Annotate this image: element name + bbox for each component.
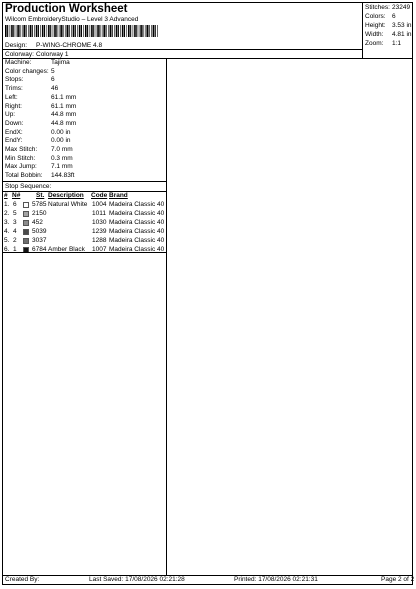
stop-brand: Madeira Classic 40 [109,246,165,253]
stop-stitches: 452 [32,219,43,226]
stop-brand: Madeira Classic 40 [109,210,165,217]
machine-row-value: Tajima [51,59,70,66]
machine-row-value: 0.00 in [51,137,71,145]
stop-stitches: 5039 [32,228,47,235]
stop-stitches: 6784 [32,246,47,253]
machine-row-label: Right: [5,102,22,110]
machine-row-label: Max Stitch: [5,146,38,153]
machine-row-label: Machine: [5,59,32,66]
stop-code: 1288 [92,237,107,244]
machine-row-value: 44.8 mm [51,111,77,119]
machine-row-value: 6 [51,76,55,84]
last-saved: Last Saved: 17/08/2026 02:21:28 [89,576,185,583]
stop-stitches: 5785 [32,201,47,208]
stop-brand: Madeira Classic 40 [109,201,165,208]
stop-row [0,201,166,210]
stop-num: 1. [4,201,10,208]
machine-row-label: Stops: [5,76,24,84]
machine-row-value: 7.1 mm [51,163,73,171]
width-value: 4.81 in [392,31,412,38]
printed-date: Printed: 17/08/2026 02:21:31 [234,576,318,583]
stop-code: 1004 [92,201,107,208]
stop-needle: 6 [13,201,17,208]
stop-sequence-end-divider [2,252,166,253]
stop-description: Amber Black [48,246,85,253]
stop-row [0,210,166,219]
stop-row [0,237,166,246]
color-swatch [23,229,29,235]
machine-row-value: 0.00 in [51,128,71,136]
zoom-value: 1:1 [392,40,402,47]
stop-stitches: 3037 [32,237,47,244]
machine-row-label: EndX: [5,128,23,136]
stats-panel [362,0,412,58]
color-swatch [23,220,29,226]
color-swatch [23,238,29,244]
stop-row [0,219,166,228]
colors-value: 6 [392,13,396,20]
design-value: P-WING-CHROME 4.8 [36,42,103,49]
machine-row-label: Left: [5,93,18,101]
machine-row-value: 144.83ft [51,172,75,180]
barcode [5,25,158,37]
col-header-code: Code [91,192,108,199]
col-header-brand: Brand [109,192,128,199]
stop-num: 5. [4,237,10,244]
machine-row-label: Total Bobbin: [5,172,43,180]
stop-brand: Madeira Classic 40 [109,237,165,244]
stop-code: 1007 [92,246,107,253]
machine-row-label: EndY: [5,137,23,145]
stop-code: 1011 [92,210,106,217]
col-header-description: Description [48,192,84,199]
machine-row-label: Min Stitch: [5,154,36,162]
col-header-n: N# [12,192,21,199]
height-value: 3.53 in [392,22,412,29]
colorway-value: Colorway 1 [36,51,69,58]
stitches-value: 23249 [392,4,411,11]
colorway-label: Colorway: [5,51,34,58]
color-swatch [23,211,29,217]
stop-brand: Madeira Classic 40 [109,228,165,235]
width-label: Width: [365,31,384,38]
machine-row-value: 46 [51,85,59,93]
stop-brand: Madeira Classic 40 [109,219,165,226]
left-column-divider [166,58,167,575]
page-title: Production Worksheet [5,3,128,15]
design-label: Design: [5,42,28,49]
colors-label: Colors: [365,13,386,20]
software-subtitle: Wilcom EmbroideryStudio – Level 3 Advanced [5,16,139,23]
col-header-st: St. [36,192,45,199]
machine-row-value: 0.3 mm [51,154,73,162]
stop-num: 4. [4,228,10,235]
stop-row [0,228,166,237]
machine-row-value: 44.8 mm [51,119,77,127]
machine-row-label: Color changes: [5,67,49,75]
stop-sequence-table [0,192,166,252]
header-divider-1 [2,49,362,50]
stop-needle: 4 [13,228,17,235]
stop-code: 1239 [92,228,107,235]
machine-row-label: Trims: [5,85,23,93]
stop-num: 3. [4,219,10,226]
color-swatch [23,202,29,208]
stop-num: 2. [4,210,10,217]
footer-divider [2,575,413,576]
machine-row-label: Max Jump: [5,163,37,171]
stop-sequence-title: Stop Sequence: [5,183,52,190]
machine-row-label: Down: [5,119,24,127]
stop-row [0,246,166,255]
stop-code: 1030 [92,219,107,226]
stop-needle: 2 [13,237,17,244]
stop-description: Natural White [48,201,88,208]
page-number: Page 2 of 2 [381,576,415,583]
stop-num: 6. [4,246,10,253]
col-header-num: # [4,192,8,199]
stitches-label: Stitches: [365,4,390,11]
machine-row-value: 5 [51,67,55,75]
created-by: Created By: [5,576,40,583]
machine-row-label: Up: [5,111,16,119]
height-label: Height: [365,22,386,29]
zoom-label: Zoom: [365,40,384,47]
machine-row-value: 61.1 mm [51,102,77,110]
stop-needle: 1 [13,246,17,253]
machine-row-value: 61.1 mm [51,93,77,101]
stop-stitches: 2150 [32,210,47,217]
machine-row-value: 7.0 mm [51,146,73,153]
machine-divider [2,181,166,182]
stop-needle: 5 [13,210,17,217]
machine-info [5,59,165,181]
stop-needle: 3 [13,219,17,226]
